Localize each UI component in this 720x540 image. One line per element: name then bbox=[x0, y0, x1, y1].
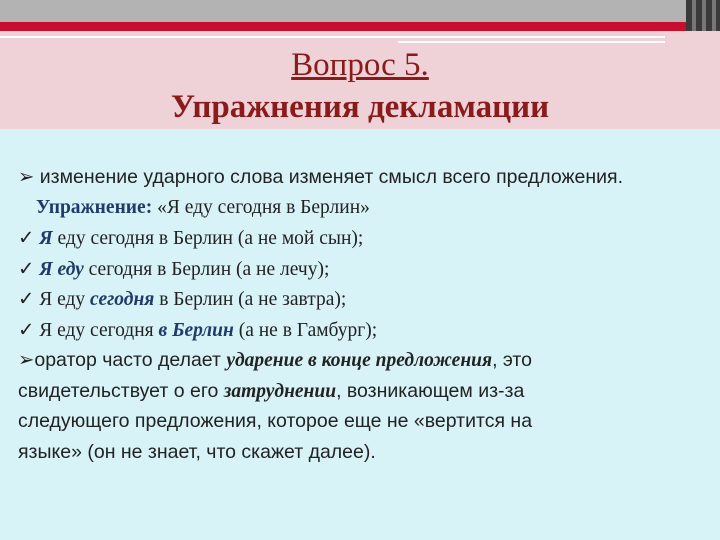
check-bullet-icon: ✓ bbox=[18, 256, 35, 280]
paragraph-line: следующего предложения, которое еще не «вертится на bbox=[18, 410, 533, 432]
top-gray-bar bbox=[0, 0, 720, 22]
emphasized-word: сегодня bbox=[90, 289, 155, 310]
decorative-line bbox=[0, 36, 665, 38]
emphasized-word: в Берлин bbox=[158, 319, 234, 341]
check-bullet-icon: ✓ bbox=[18, 287, 35, 310]
bullet-line bbox=[18, 345, 718, 376]
bullet-text: изменение ударного слова изменяет смысл всего предложения. bbox=[39, 166, 624, 188]
arrow-bullet-icon: ➢ bbox=[18, 348, 35, 371]
decorative-line bbox=[398, 41, 665, 43]
slide-body bbox=[18, 162, 718, 467]
check-text: (а не в Гамбург); bbox=[238, 319, 378, 341]
check-bullet-icon: ✓ bbox=[18, 226, 35, 249]
check-line bbox=[18, 315, 718, 346]
paragraph-line bbox=[18, 376, 718, 407]
check-line bbox=[18, 223, 718, 254]
check-text: еду сегодня в Берлин (а не мой сын); bbox=[57, 228, 364, 249]
check-bullet-icon: ✓ bbox=[18, 317, 35, 341]
bullet-text: оратор часто делает bbox=[34, 349, 221, 371]
slide-title bbox=[0, 44, 720, 128]
emphasized-word: затруднении bbox=[223, 380, 337, 402]
check-line bbox=[18, 254, 718, 285]
arrow-bullet-icon: ➢ bbox=[18, 165, 35, 188]
exercise-line bbox=[18, 193, 718, 224]
emphasized-phrase: ударение в конце предложения bbox=[226, 350, 493, 371]
title-line-2: Упражнения декламации bbox=[170, 89, 550, 125]
check-text: в Берлин (а не завтра); bbox=[159, 289, 347, 310]
check-text: Я еду сегодня bbox=[39, 319, 154, 341]
paragraph-line: языке» (он не знает, что скажет далее). bbox=[18, 440, 376, 463]
check-text: Я еду bbox=[39, 289, 86, 310]
check-text: сегодня в Берлин (а не лечу); bbox=[88, 258, 330, 280]
check-line bbox=[18, 284, 718, 315]
bullet-line bbox=[18, 162, 718, 193]
paragraph-text: свидетельствует о его bbox=[18, 379, 219, 402]
emphasized-word: Я еду bbox=[39, 258, 84, 280]
exercise-text: «Я еду сегодня в Берлин» bbox=[157, 196, 370, 218]
emphasized-word: Я bbox=[39, 228, 53, 249]
top-red-bar bbox=[0, 22, 720, 31]
bullet-text: , это bbox=[492, 349, 532, 371]
paragraph-text: , возникающем из-за bbox=[336, 379, 525, 402]
title-line-1: Вопрос 5. bbox=[291, 47, 429, 83]
exercise-label: Упражнение: bbox=[36, 196, 153, 218]
corner-decoration bbox=[686, 0, 720, 31]
